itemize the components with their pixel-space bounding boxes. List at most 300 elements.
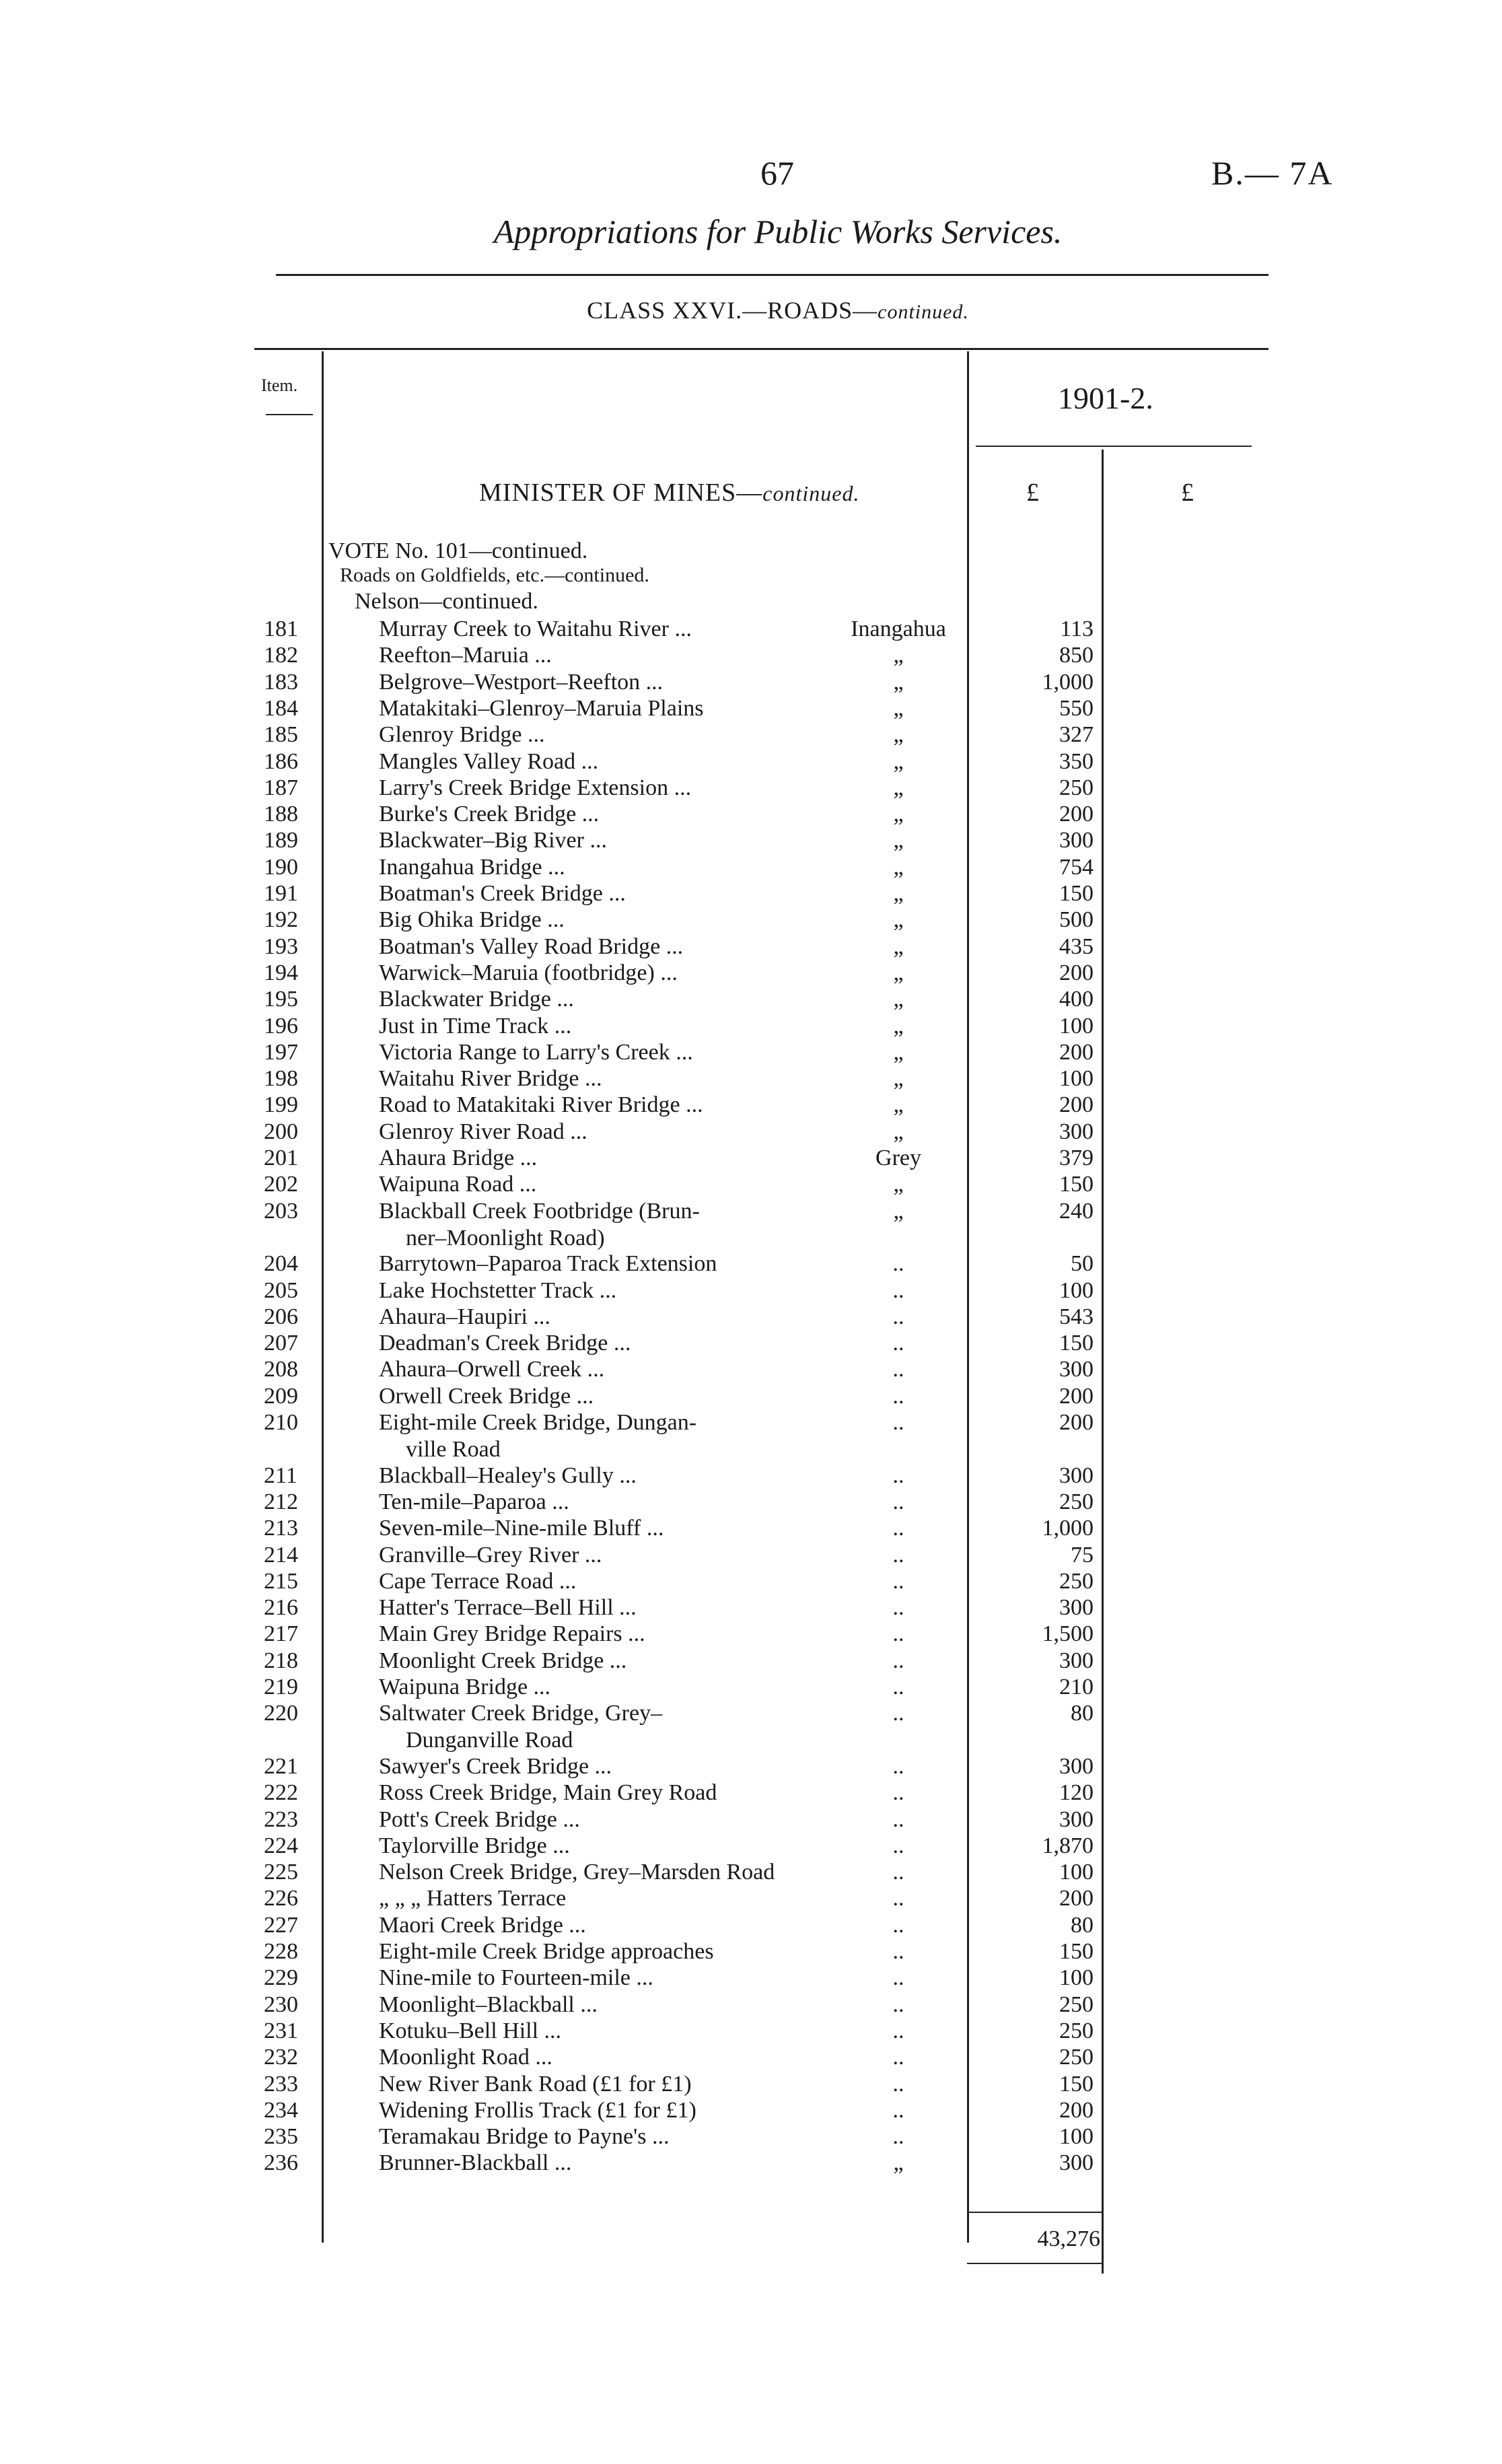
item-number: 224	[264, 1833, 298, 1858]
amount: 300	[1059, 828, 1094, 853]
item-number: 228	[264, 1939, 298, 1964]
district: ..	[892, 1489, 904, 1514]
table-row	[0, 1594, 1502, 1621]
table-row	[0, 880, 1502, 907]
item-description: Orwell Creek Bridge ...	[379, 1383, 594, 1409]
district: „	[893, 802, 904, 827]
amount: 100	[1059, 1860, 1094, 1885]
item-description: Blackwater–Big River ...	[379, 828, 607, 853]
district: ..	[892, 1912, 904, 1938]
table-row	[0, 1568, 1502, 1595]
table-row	[0, 1515, 1502, 1542]
amount: 150	[1059, 1331, 1094, 1356]
table-row	[0, 1013, 1502, 1040]
table-row	[0, 1833, 1502, 1860]
amount: 435	[1059, 934, 1094, 959]
amount: 400	[1059, 987, 1094, 1012]
amount: 1,000	[1042, 1516, 1094, 1541]
item-description: Waipuna Road ...	[379, 1172, 537, 1197]
table-row	[0, 1304, 1502, 1331]
item-description: Lake Hochstetter Track ...	[379, 1277, 617, 1303]
table-row	[0, 1912, 1502, 1939]
amount: 1,870	[1042, 1833, 1094, 1858]
amount: 550	[1059, 695, 1094, 721]
item-description: Belgrove–Westport–Reefton ...	[379, 669, 664, 695]
district: ..	[892, 1860, 904, 1885]
item-description: Matakitaki–Glenroy–Maruia Plains	[379, 695, 704, 721]
table-row	[0, 2097, 1502, 2124]
amount: 150	[1059, 1939, 1094, 1964]
table-row	[0, 695, 1502, 722]
amount: 250	[1059, 1489, 1094, 1514]
item-description: Blackball Creek Footbridge (Brun-	[379, 1198, 700, 1224]
item-description: Larry's Creek Bridge Extension ...	[379, 775, 692, 800]
district: Inangahua	[851, 617, 946, 641]
district: „	[893, 695, 904, 721]
total-double-rule	[967, 2263, 1102, 2264]
item-description: Road to Matakitaki River Bridge ...	[379, 1092, 703, 1118]
item-number: 217	[264, 1621, 298, 1647]
district: „	[893, 643, 904, 668]
district: „	[893, 881, 904, 906]
item-description: Mangles Valley Road ...	[379, 748, 599, 774]
district: „	[893, 1039, 904, 1065]
amount: 250	[1059, 1568, 1094, 1594]
table-row	[0, 642, 1502, 669]
pound-header-2: £	[1181, 479, 1194, 507]
item-number: 188	[264, 802, 298, 827]
table-row	[0, 669, 1502, 696]
table-row	[0, 1489, 1502, 1516]
table-row	[0, 1039, 1502, 1066]
item-description: Moonlight Creek Bridge ...	[379, 1648, 627, 1673]
amount: 200	[1059, 802, 1094, 827]
table-row	[0, 1463, 1502, 1489]
district: ..	[892, 2071, 904, 2097]
item-description: Nine-mile to Fourteen-mile ...	[379, 1965, 653, 1991]
rule-header	[254, 348, 1268, 350]
item-description: Glenroy Bridge ...	[379, 722, 545, 748]
item-description: Waipuna Bridge ...	[379, 1675, 551, 1699]
item-description-continued: ner–Moonlight Road)	[406, 1225, 605, 1251]
table-row	[0, 1356, 1502, 1383]
amount: 50	[1071, 1251, 1094, 1277]
item-description-continued: Dunganville Road	[406, 1728, 573, 1753]
rule-top	[276, 274, 1268, 276]
district: „	[893, 854, 904, 880]
district: ..	[892, 1383, 904, 1409]
item-number: 230	[264, 1992, 298, 2017]
year-underline	[976, 446, 1252, 447]
item-number: 233	[264, 2071, 298, 2097]
item-number: 221	[264, 1753, 298, 1779]
item-description: Ahaura–Orwell Creek ...	[379, 1357, 605, 1382]
item-number: 234	[264, 2097, 298, 2123]
table-row	[0, 1806, 1502, 1833]
item-description: Main Grey Bridge Repairs ...	[379, 1621, 645, 1647]
item-number: 194	[264, 960, 298, 985]
item-number: 215	[264, 1568, 298, 1594]
amount: 100	[1059, 1066, 1094, 1092]
item-number: 225	[264, 1860, 298, 1885]
item-number: 223	[264, 1806, 298, 1832]
amount: 200	[1059, 1039, 1094, 1065]
amount: 113	[1060, 617, 1094, 641]
amount: 1,500	[1042, 1621, 1094, 1647]
amount: 350	[1059, 748, 1094, 774]
item-description: Sawyer's Creek Bridge ...	[379, 1753, 612, 1779]
item-column-header: Item.	[261, 376, 298, 395]
item-description: Maori Creek Bridge ...	[379, 1912, 586, 1938]
item-description: Big Ohika Bridge ...	[379, 907, 565, 933]
item-number: 214	[264, 1542, 298, 1568]
roads-subheading: Roads on Goldfields, etc.—continued.	[340, 564, 649, 586]
item-description: Ahaura Bridge ...	[379, 1146, 538, 1170]
item-description: New River Bank Road (£1 for £1)	[379, 2071, 692, 2097]
item-description: Cape Terrace Road ...	[379, 1568, 577, 1594]
amount: 300	[1059, 1119, 1094, 1144]
table-row	[0, 1753, 1502, 1780]
table-row	[0, 721, 1502, 748]
table-row	[0, 1198, 1502, 1251]
district: „	[893, 987, 904, 1012]
amount: 500	[1059, 907, 1094, 933]
item-number: 208	[264, 1357, 298, 1382]
item-number: 229	[264, 1965, 298, 1991]
item-number: 195	[264, 987, 298, 1012]
table-row	[0, 1621, 1502, 1648]
table-row	[0, 907, 1502, 934]
district: ..	[892, 1701, 904, 1726]
section-heading-main: MINISTER OF MINES—	[479, 479, 763, 507]
item-number: 184	[264, 695, 298, 721]
table-row	[0, 1383, 1502, 1410]
item-number: 204	[264, 1251, 298, 1277]
item-description: Widening Frollis Track (£1 for £1)	[379, 2097, 696, 2123]
item-description: Taylorville Bridge ...	[379, 1833, 570, 1858]
district: ..	[892, 1780, 904, 1806]
item-description: Seven-mile–Nine-mile Bluff ...	[379, 1516, 664, 1541]
table-row	[0, 1992, 1502, 2018]
district: „	[893, 748, 904, 774]
amount: 543	[1059, 1304, 1094, 1329]
district: ..	[892, 1463, 904, 1488]
district: „	[893, 669, 904, 695]
year-column-header: 1901-2.	[1058, 381, 1153, 415]
table-row	[0, 2018, 1502, 2045]
district: „	[893, 1066, 904, 1092]
item-description: Waitahu River Bridge ...	[379, 1066, 602, 1092]
table-row	[0, 960, 1502, 987]
district: „	[893, 722, 904, 748]
item-number: 226	[264, 1886, 298, 1911]
item-description: Deadman's Creek Bridge ...	[379, 1331, 631, 1356]
table-row	[0, 1330, 1502, 1357]
item-number: 181	[264, 617, 298, 641]
item-number: 190	[264, 854, 298, 880]
item-description: Teramakau Bridge to Payne's ...	[379, 2124, 670, 2150]
item-number: 219	[264, 1675, 298, 1699]
amount: 327	[1059, 722, 1094, 748]
amount: 200	[1059, 1092, 1094, 1118]
amount: 210	[1059, 1675, 1094, 1699]
amount: 75	[1071, 1542, 1094, 1568]
table-row	[0, 801, 1502, 828]
class-heading-main: CLASS XXVI.—ROADS—	[587, 297, 878, 324]
item-description: Eight-mile Creek Bridge approaches	[379, 1939, 714, 1964]
table-row	[0, 854, 1502, 881]
item-number: 212	[264, 1489, 298, 1514]
item-number: 216	[264, 1595, 298, 1621]
amount: 100	[1059, 2124, 1094, 2150]
item-number: 231	[264, 2018, 298, 2043]
amount: 200	[1059, 1383, 1094, 1409]
item-description: Victoria Range to Larry's Creek ...	[379, 1039, 693, 1065]
item-description: Pott's Creek Bridge ...	[379, 1806, 580, 1832]
amount: 240	[1059, 1198, 1094, 1224]
table-row	[0, 1092, 1502, 1119]
item-description: Blackwater Bridge ...	[379, 987, 574, 1012]
total-amount: 43,276	[1037, 2226, 1100, 2251]
section-heading	[479, 478, 859, 507]
table-row	[0, 1065, 1502, 1092]
district: „	[893, 775, 904, 800]
table-row	[0, 1171, 1502, 1198]
table-row	[0, 616, 1502, 643]
item-description: Burke's Creek Bridge ...	[379, 802, 600, 827]
district: „	[893, 1092, 904, 1118]
item-description: Moonlight Road ...	[379, 2045, 552, 2070]
item-description: Kotuku–Bell Hill ...	[379, 2018, 562, 2043]
item-number: 206	[264, 1304, 298, 1329]
table-row	[0, 934, 1502, 960]
document-reference: B.— 7A	[1211, 154, 1334, 192]
item-description: Hatter's Terrace–Bell Hill ...	[379, 1595, 637, 1621]
item-number: 213	[264, 1516, 298, 1541]
amount: 250	[1059, 2045, 1094, 2070]
section-heading-suffix: continued.	[762, 481, 860, 505]
district: ..	[892, 1965, 904, 1991]
amount: 379	[1059, 1146, 1094, 1170]
amount: 80	[1071, 1912, 1094, 1938]
table-row	[0, 827, 1502, 854]
district: ..	[892, 1833, 904, 1858]
district: „	[893, 1013, 904, 1039]
table-row	[0, 986, 1502, 1013]
item-description: Barrytown–Paparoa Track Extension	[379, 1251, 717, 1277]
district: ..	[892, 1331, 904, 1356]
amount: 1,000	[1042, 669, 1094, 695]
item-number: 218	[264, 1648, 298, 1673]
item-description: „ „ „ Hatters Terrace	[379, 1886, 567, 1911]
table-row	[0, 1700, 1502, 1753]
item-number: 235	[264, 2124, 298, 2150]
district: ..	[892, 2097, 904, 2123]
district: ..	[892, 1886, 904, 1911]
item-description: Warwick–Maruia (footbridge) ...	[379, 960, 678, 985]
district: ..	[892, 1516, 904, 1541]
item-number: 205	[264, 1277, 298, 1303]
item-description: Moonlight–Blackball ...	[379, 1992, 598, 2017]
district: „	[893, 934, 904, 959]
item-number: 191	[264, 881, 298, 906]
item-number: 209	[264, 1383, 298, 1409]
district: ..	[892, 1992, 904, 2017]
item-number: 227	[264, 1912, 298, 1938]
table-row	[0, 1277, 1502, 1304]
amount: 80	[1071, 1701, 1094, 1726]
item-number: 203	[264, 1198, 298, 1224]
item-number: 199	[264, 1092, 298, 1118]
amount: 200	[1059, 960, 1094, 985]
item-number: 182	[264, 643, 298, 668]
district: Grey	[875, 1146, 921, 1170]
total-rule	[967, 2212, 1102, 2213]
district: ..	[892, 2045, 904, 2070]
item-description: Inangahua Bridge ...	[379, 854, 565, 880]
amount: 100	[1059, 1965, 1094, 1991]
item-number: 183	[264, 669, 298, 695]
table-row	[0, 2071, 1502, 2098]
amount: 150	[1059, 881, 1094, 906]
class-heading-suffix: continued.	[878, 301, 969, 323]
amount: 120	[1059, 1780, 1094, 1806]
item-number: 222	[264, 1780, 298, 1806]
district: ..	[892, 1568, 904, 1594]
item-description: Just in Time Track ...	[379, 1013, 572, 1039]
item-description: Saltwater Creek Bridge, Grey–	[379, 1701, 663, 1726]
item-description: Ross Creek Bridge, Main Grey Road	[379, 1780, 717, 1806]
amount: 300	[1059, 1753, 1094, 1779]
district: „	[893, 907, 904, 933]
district: ..	[892, 1648, 904, 1673]
amount: 200	[1059, 2097, 1094, 2123]
table-row	[0, 1885, 1502, 1912]
district: ..	[892, 1753, 904, 1779]
item-number: 187	[264, 775, 298, 800]
item-description: Boatman's Valley Road Bridge ...	[379, 934, 684, 959]
table-row	[0, 1409, 1502, 1462]
district: ..	[892, 1277, 904, 1303]
item-number: 198	[264, 1066, 298, 1092]
item-header-underline	[266, 414, 313, 415]
item-number: 196	[264, 1013, 298, 1039]
table-row	[0, 1859, 1502, 1886]
item-description: Nelson Creek Bridge, Grey–Marsden Road	[379, 1860, 775, 1885]
vote-heading: VOTE No. 101—continued.	[328, 538, 588, 563]
district: ..	[892, 2018, 904, 2043]
district: ..	[892, 1304, 904, 1329]
district: „	[893, 960, 904, 985]
item-description: Murray Creek to Waitahu River ...	[379, 617, 692, 641]
district: ..	[892, 1595, 904, 1621]
item-number: 185	[264, 722, 298, 748]
district: ..	[892, 1410, 904, 1435]
district: „	[893, 1172, 904, 1197]
amount: 150	[1059, 1172, 1094, 1197]
item-number: 192	[264, 907, 298, 933]
district: „	[893, 2150, 904, 2176]
amount: 300	[1059, 2150, 1094, 2176]
table-row	[0, 1145, 1502, 1172]
district: ..	[892, 1675, 904, 1699]
item-description: Reefton–Maruia ...	[379, 643, 552, 668]
amount: 200	[1059, 1410, 1094, 1435]
district: ..	[892, 1251, 904, 1277]
district: ..	[892, 1939, 904, 1964]
item-number: 201	[264, 1146, 298, 1170]
amount: 300	[1059, 1357, 1094, 1382]
pound-header-1: £	[1026, 479, 1039, 507]
table-row	[0, 1648, 1502, 1675]
item-description: Brunner-Blackball ...	[379, 2150, 572, 2176]
amount: 300	[1059, 1648, 1094, 1673]
table-row	[0, 1938, 1502, 1965]
item-number: 207	[264, 1331, 298, 1356]
item-description: Ten-mile–Paparoa ...	[379, 1489, 569, 1514]
item-number: 202	[264, 1172, 298, 1197]
amount: 100	[1059, 1277, 1094, 1303]
district: ..	[892, 1357, 904, 1382]
table-row	[0, 1965, 1502, 1992]
item-number: 211	[264, 1463, 297, 1488]
item-description-continued: ville Road	[406, 1437, 501, 1462]
amount: 850	[1059, 643, 1094, 668]
item-number: 210	[264, 1410, 298, 1435]
amount: 200	[1059, 1886, 1094, 1911]
item-description: Ahaura–Haupiri ...	[379, 1304, 550, 1329]
amount: 300	[1059, 1463, 1094, 1488]
amount: 300	[1059, 1595, 1094, 1621]
item-number: 193	[264, 934, 298, 959]
table-row	[0, 2044, 1502, 2071]
item-description: Glenroy River Road ...	[379, 1119, 587, 1144]
district: ..	[892, 1806, 904, 1832]
item-number: 189	[264, 828, 298, 853]
district: „	[893, 1119, 904, 1144]
amount: 300	[1059, 1806, 1094, 1832]
district: ..	[892, 1621, 904, 1647]
table-row	[0, 1119, 1502, 1146]
page-number: 67	[760, 154, 794, 192]
table-row	[0, 2150, 1502, 2177]
amount: 100	[1059, 1013, 1094, 1039]
item-number: 197	[264, 1039, 298, 1065]
amount: 754	[1059, 854, 1094, 880]
table-row	[0, 1780, 1502, 1806]
table-row	[0, 775, 1502, 802]
item-description: Granville–Grey River ...	[379, 1542, 602, 1568]
item-number: 186	[264, 748, 298, 774]
item-number: 220	[264, 1701, 298, 1726]
item-description: Eight-mile Creek Bridge, Dungan-	[379, 1410, 697, 1435]
amount: 250	[1059, 1992, 1094, 2017]
table-row	[0, 748, 1502, 775]
district: „	[893, 1198, 904, 1224]
district: ..	[892, 2124, 904, 2150]
item-number: 236	[264, 2150, 298, 2176]
item-number: 200	[264, 1119, 298, 1144]
table-row	[0, 2123, 1502, 2150]
amount: 250	[1059, 2018, 1094, 2043]
page-title: Appropriations for Public Works Services.	[493, 213, 1063, 250]
class-heading	[0, 296, 1502, 324]
item-description: Boatman's Creek Bridge ...	[379, 881, 626, 906]
district: ..	[892, 1542, 904, 1568]
item-number: 232	[264, 2045, 298, 2070]
amount: 150	[1059, 2071, 1094, 2097]
district-heading: Nelson—continued.	[355, 589, 538, 614]
